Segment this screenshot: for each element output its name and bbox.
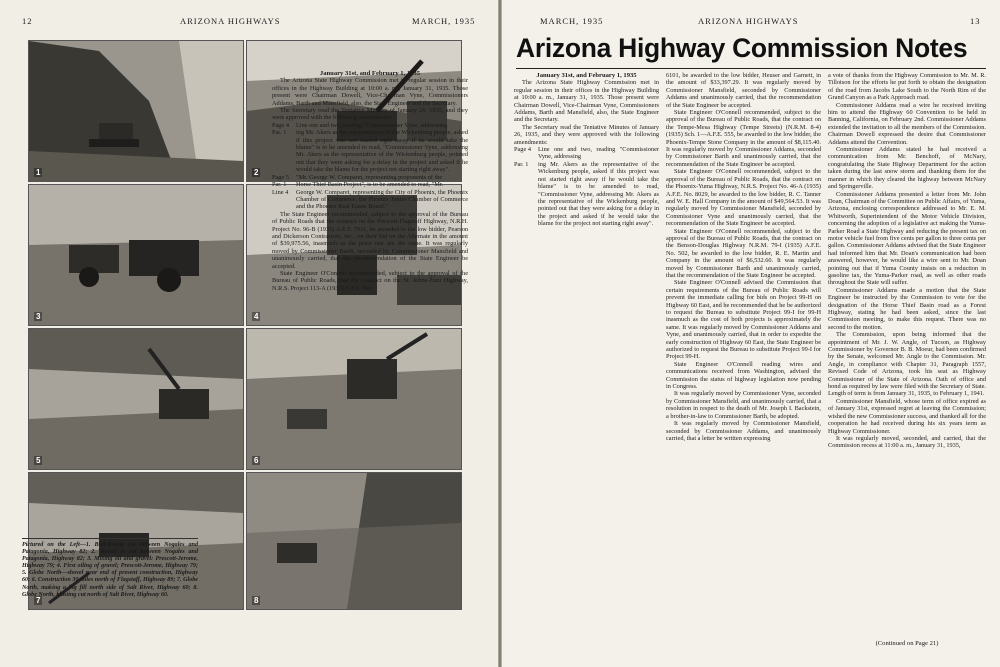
- title-rule: [516, 68, 986, 69]
- amendment-text: Horse Thief Basin Project", is to be amended to read, "Mr.: [296, 181, 444, 189]
- running-header-left: ARIZONA HIGHWAYS: [180, 16, 281, 26]
- amendment-label: Page 4: [272, 121, 289, 129]
- minutes-paragraph: State Engineer O'Connell recommended, subject to the approval of the Bureau of Public Roads, that the contract on the Benson-Douglas Highway N.R.M. 79-I (1935) A.F.E. No. 502, be awarded to the low bidder, R. E. Martin and Company in the amount of $6,532.60. It was regularly moved by Commissioner Barth and unanimously carried, that the recommendation of the State Engineer be accepted.: [666, 227, 821, 279]
- page-number-right: 13: [970, 16, 981, 26]
- minutes-paragraph: State Engineer O'Connell advised the Commission that certain requirements of the Bureau of Public Roads will prevent the immediate calling for bids on Project 99-H on Highway 60 East, and he recommended that he be authorized to request the Bureau to substitute Project 99-I for 99-H inasmuch as the cost of both projects is approximately the same. It was regularly moved by Commissioner Addams and Vyne, and unanimously carried, that in order to expedite the early construction of Highway 60 East, the State Engineer be authorized to request the Bureau to substitute Project 99-I for Project 99-H.: [666, 279, 821, 361]
- photo-number: 5: [36, 456, 41, 465]
- amendment-item: [272, 181, 468, 188]
- continued-note: (Continued on Page 21): [875, 640, 939, 647]
- minutes-paragraph: Commissioner Mansfield, whose term of office expired as of January 31st, expressed regret at leaving the Commission; wished the new Commissioner success, and thanked all for the cooperation he had received during his six years term as Highway Commissioner.: [828, 397, 986, 435]
- amendment-text: "Mr. George W. Comparet, representing proponents of the: [296, 173, 443, 181]
- globe-north-shovel-photo: [29, 329, 243, 469]
- minutes-column-2: [666, 72, 821, 650]
- photo-5: [28, 328, 244, 470]
- minutes-paragraph: Commissioner Addams presented a letter from Mr. John Doan, Chairman of the Committee on Public Affairs, of Yuma, Arizona, enclosing correspondence addressed to Mr. E. M. Whitworth, Superintendent of the Motor Vehicle Division, concerning the adoption of a legislative act making the Yuma-Parker Road a State Highway and reducing the present tax on motor vehicle fuel from five cents per gallon to three cents per gallon. Commissioner Addams advised that the State Engineer had informed him that Mr. Doan's communication had been answered, however, he would like a wire sent to Mr. Doan pointing out that if Yuma County insists on a reduction in gasoline tax, the Yuma-Parker road, as well as other roads throughout the State will suffer.: [828, 190, 986, 287]
- minutes-heading: January 31st, and February 1, 1935: [536, 72, 637, 79]
- minutes-paragraph: The Commission, upon being informed that the appointment of Mr. J. W. Angle, of Tucson, as Highway Commissioner by Governor B. B. Moeur, had been confirmed by the Senate, welcomed Mr. Angle to the Commission. Mr. Angle, in compliance with Chapter 31, Paragraph 1557, Revised Code of Arizona, took his seat as Highway Commissioner of the State of Arizona. Oath of office and bond as required by law were filed with the Secretary of State. Length of term is from January 31, 1935, to February 1, 1941.: [828, 331, 986, 398]
- amendment-text: ing Mr. Akers as the representative of the Wickenburg people, asked if this project was not started right away if he would take the blame" is to be amended to read, "Commissioner Vyne, addressing Mr. Akers as the representative of the Wickenburg people, pointed out that they were asking for a delay in the project and asked if he would take the blame for the project not starting right away".: [538, 160, 659, 228]
- issue-date-right: MARCH, 1935: [540, 16, 604, 26]
- minutes-heading: January 31st, and February 1, 1935: [319, 70, 421, 77]
- amendment-text: George W. Comparet, representing the City of Phoenix, the Phoenix Chamber of Commerce, the Phoenix Junior Chamber of Commerce and the Phoenix Real Estate Board.": [296, 188, 468, 211]
- amendment-item: [514, 161, 659, 228]
- minutes-paragraph: The Secretary read the Tentative Minutes of January 26, 1935, and they were approved with the following amendments:: [272, 107, 468, 122]
- minutes-paragraph: It was regularly moved, seconded, and carried, that the Commission recess at 11:00 a. m., January 31, 1935,: [828, 434, 986, 450]
- page-title: Arizona Highway Commission Notes: [516, 33, 968, 63]
- bulldozing-cut-photo: [29, 41, 243, 181]
- minutes-paragraph: The Secretary read the Tentative Minutes of January 26, 1935, and they were approved with the following amendments:: [514, 123, 659, 146]
- amendment-label: Par. 1: [272, 181, 287, 189]
- amendment-item: [272, 122, 468, 129]
- photo-number: 1: [36, 168, 41, 177]
- minutes-paragraph: The Arizona State Highway Commission met in regular session in their offices in the Highway Building at 10:00 a. m., January 31, 1935. Those present were Chairman Dowell, Vice-Chairman Vyne, Commissioners Addams, Barth and Mansfield, also, the State Engineer and the Secretary.: [514, 79, 659, 124]
- amendment-label: Page 5: [272, 173, 289, 181]
- amendment-label: Line 4: [272, 188, 289, 196]
- photo-number: 2: [254, 168, 259, 177]
- amendment-label: Par. 1: [272, 129, 287, 137]
- photo-number: 8: [254, 596, 259, 605]
- photo-number: 7: [36, 596, 41, 605]
- right-page: [502, 0, 1000, 667]
- amendment-text: ing Mr. Akers as the representative of the Wickenburg people, asked if this project was not started right away if he would take the blame" is to be amended to read, "Commissioner Vyne, addressing Mr. Akers as the representative of the Wickenburg people, pointed out that they were asking for a delay in the project and asked if he would take the blame for the project not starting right away".: [296, 129, 468, 174]
- amendment-item: [272, 189, 468, 211]
- amendment-item: [514, 146, 659, 161]
- minutes-paragraph: It was regularly moved by Commissioner Vyne, seconded by Commissioner Mansfield, and unanimously carried, that a resolution in respect to the death of Mr. Joseph I. Backstein, a brother-in-law to Commissioner Barth, be adopted.: [666, 390, 821, 420]
- photo-1: [28, 40, 244, 182]
- minutes-paragraph: State Engineer O'Connell recommended, subject to the approval of the Bureau of Public Roads, that the contract on the Tempe-Mesa Highway (Tempe Streets) (N.R.M. 8-4) (1935) Sch. 1—A.F.E. 555, be awarded to the low bidder, the Phoenix-Tempe Stone Company in the amount of $8,115.40. It was regularly moved by Commissioner Addams, seconded by Commissioner Barth and unanimously carried, that the recommendation of the State Engineer be accepted.: [666, 109, 821, 168]
- running-header-right: ARIZONA HIGHWAYS: [698, 16, 799, 26]
- minutes-column-1: [272, 70, 468, 540]
- minutes-paragraph: a vote of thanks from the Highway Commission to Mr. M. R. Tillotson for the efforts he put forth to obtain the designation of the road from Jacobs Lake South to the North Rim of the Grand Canyon as a Park Approach road.: [828, 72, 986, 102]
- minutes-paragraph: The State Engineer recommended, subject to the approval of the Bureau of Public Roads that the contract on the Prescott-Flagstaff Highway, N.R.H. Project No. 96-B (1935) A.E.F. 7911, be awarded to the low bidder, Pearson and Dickerson Contractors, Inc., on their bid on the Alternate in the amount of $39,975.56, inasmuch as the price rate are the same. It was regularly moved by Commissioner Barth, seconded by Commissioner Mansfield and unanimously carried, that the recommendation of the State Engineer be accepted.: [272, 210, 468, 270]
- amendment-label: Par. 1: [514, 160, 529, 168]
- amendment-text: Line one and two, reading "Commissioner Vyne, addressing: [296, 121, 448, 129]
- amendment-item: [272, 129, 468, 173]
- minutes-column-3: [828, 72, 986, 638]
- minutes-paragraph: State Engineer O'Connell recommended, subject to the approval of the Bureau of Public Roads, that the contract on the St. Johns-Zuni Highway, N.R.S. Project 113-A (1935) A.F.E. No.: [272, 269, 468, 292]
- minutes-paragraph: Commissioner Addams made a motion that the State Engineer be instructed by the Commission to vote for the designation of the Horse Thief Basin road as a Forest Highway, stating he had been asked, since the last Commission meeting, to make this request. There was no second to the motion.: [828, 286, 986, 331]
- amendment-label: Page 4: [514, 146, 531, 154]
- minutes-paragraph: 6101, be awarded to the low bidder, Heuser and Garnett, in the amount of $33,397.29. It was regularly moved by Commissioner Mansfield, seconded by Commissioner Addams and unanimously carried, that the recommendation of the State Engineer be accepted.: [666, 72, 821, 109]
- photo-3: [28, 184, 244, 326]
- amendment-item: [272, 174, 468, 181]
- photo-number: 6: [254, 456, 259, 465]
- page-number-left: 12: [22, 16, 33, 26]
- amendment-text: Line one and two, reading "Commissioner Vyne, addressing: [538, 146, 659, 161]
- mixing-oil-gravel-photo: [29, 185, 243, 325]
- left-page: [0, 0, 498, 667]
- minutes-paragraph: It was regularly moved by Commissioner Mansfield, seconded by Commissioner Addams, and unanimously carried, that a letter be written expressing: [666, 420, 821, 442]
- minutes-paragraph: State Engineer O'Connell recommended, subject to the approval of the Bureau of Public Roads, that the contract on the Phoenix-Yuma Highway, N.R.S. Project No. 46-A (1935) A.F.E. No. 8029, be awarded to the low bidder, R. C. Tanner and W. E. Hall Company in the amount of $49,564.53. It was regularly moved by Commissioner Mansfield, seconded by Commissioner Vyne and unanimously carried, that the recommendation of the State Engineer be accepted.: [666, 168, 821, 228]
- minutes-column-1-continued: [514, 72, 659, 542]
- minutes-paragraph: The Arizona State Highway Commission met in regular session in their offices in the Highway Building at 10:00 a. m., January 31, 1935. Those present were Chairman Dowell, Vice-Chairman Vyne, Commissioners Addams, Barth and Mansfield, also, the State Engineer and the Secretary.: [272, 77, 468, 107]
- issue-date-left: MARCH, 1935: [412, 16, 476, 26]
- minutes-paragraph: Commissioner Addams read a wire he received inviting him to attend the Highway 60 Convention to be held in Banning, California, on February 2nd. Commissioner Addams extended the invitation to all the members of the Commission. Chairman Dowell expressed the desire that Commissioner Addams attend the Convention.: [828, 101, 986, 146]
- minutes-paragraph: State Engineer O'Connell reading wires and communications received from Washington, advised the Commission the status of highway legislation now pending in Congress.: [666, 360, 821, 391]
- photo-number: 3: [36, 312, 41, 321]
- photo-number: 4: [254, 312, 259, 321]
- minutes-paragraph: Commissioner Addams stated he had received a communication from Mr. Benchoff, of McNary, congratulating the State Highway Department for the action taken during the last snow storm and thanking them for the manner in which they cleared the highway between McNary and Springerville.: [828, 146, 986, 191]
- photo-caption: Pictured on the Left—1. Bull-dozing cut between Nogales and Patagonia, Highway 82; 2. Shovel in cut between Nogales and Patagonia, Highway 82; 3. Mixing oil and gravel: Prescott-Jerome, Highway 79; 4. First oiling of gravel; Prescott-Jerome, Highway 79; 5. Globe North—shovel near end of present construction, Highway 60; 6. Construction 30 miles north of Flagstaff, Highway 89; 7. Globe North, making a big fill north side of Salt River, Highway 60; 8. Globe North, blasting cut north of Salt River, Highway 60.: [22, 538, 198, 660]
